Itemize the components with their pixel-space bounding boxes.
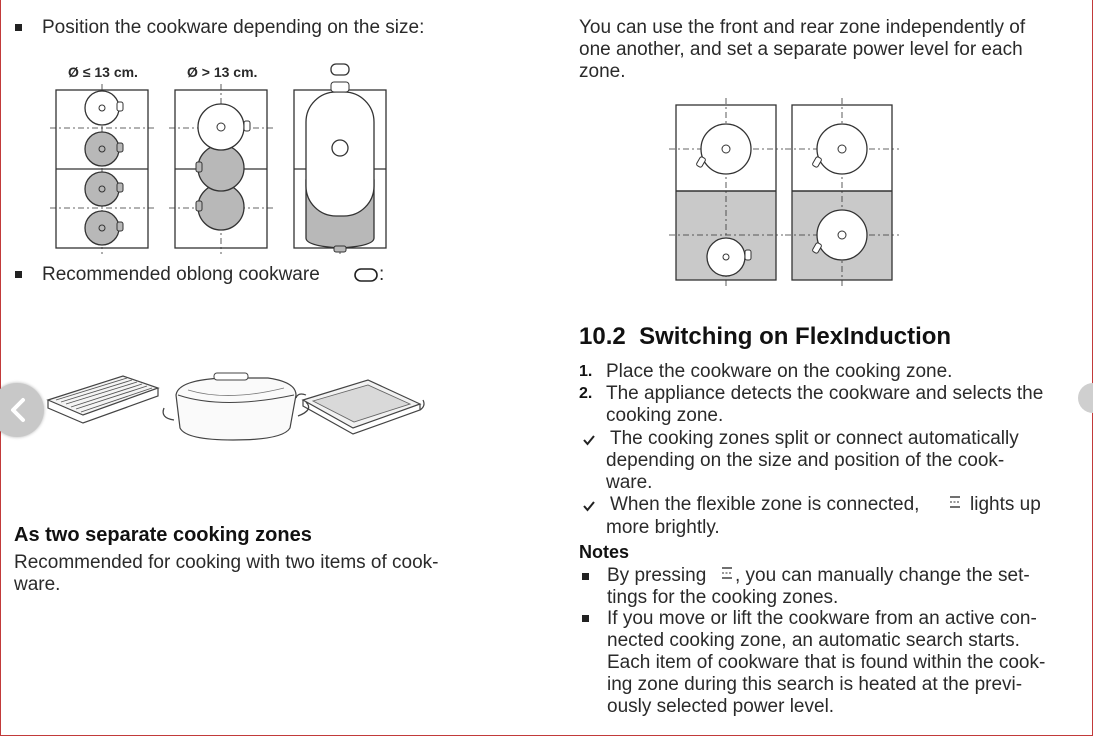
oblong-pot-icon	[353, 266, 379, 284]
oblong-cookware-illustration	[28, 360, 428, 450]
flex-zone-icon	[948, 494, 962, 512]
note-2-line-4: ing zone during this search is heated at the previ-	[607, 674, 1023, 695]
checkmark-icon	[583, 434, 595, 446]
intro-line-3: zone.	[579, 61, 626, 82]
flex-zone-icon	[720, 565, 734, 583]
label-large-diameter: Ø > 13 cm.	[187, 64, 258, 80]
cookware-size-diagram	[40, 60, 400, 260]
note-1-line-1a: By pressing	[607, 565, 707, 586]
note-1-line-1b: , you can manually change the set-	[735, 565, 1030, 586]
notes-title: Notes	[579, 542, 630, 562]
bullet-recommended-oblong: Recommended oblong cookware	[42, 264, 320, 285]
intro-line-2: one another, and set a separate power level for each	[579, 39, 1023, 60]
result-1-line-1: The cooking zones split or connect automatically	[610, 428, 1019, 449]
bullet-position-cookware: Position the cookware depending on the size:	[42, 17, 425, 38]
section-title-two-zones: As two separate cooking zones	[14, 524, 312, 546]
section-heading-text: Switching on FlexInduction	[639, 323, 952, 350]
step-number: 2.	[579, 385, 593, 402]
label-small-diameter: Ø ≤ 13 cm.	[68, 64, 138, 80]
section-heading-number: 10.2	[579, 323, 626, 350]
result-2-line-2: more brightly.	[606, 517, 720, 538]
step-1-text: Place the cookware on the cooking zone.	[606, 361, 953, 382]
result-1-line-2: depending on the size and position of the cook-	[606, 450, 1005, 471]
section-text-line-2: ware.	[14, 574, 61, 595]
result-2-line-1b: lights up	[970, 494, 1041, 515]
bullet-square	[15, 271, 22, 278]
step-2-line-1: The appliance detects the cookware and selects the	[606, 383, 1044, 404]
bullet-square	[15, 24, 22, 31]
independent-zones-diagram	[665, 95, 905, 295]
section-heading	[579, 323, 951, 351]
bullet-colon: :	[379, 264, 385, 285]
step-2-line-2: cooking zone.	[606, 405, 724, 426]
note-1-line-2: tings for the cooking zones.	[607, 587, 839, 608]
checkmark-icon	[583, 500, 595, 512]
note-2-line-2: nected cooking zone, an automatic search starts.	[607, 630, 1020, 651]
bullet-square	[582, 615, 589, 622]
note-2-line-5: ously selected power level.	[607, 696, 835, 717]
section-text-line-1: Recommended for cooking with two items of cook-	[14, 552, 439, 573]
chevron-left-icon	[6, 397, 30, 423]
result-2-line-1: When the flexible zone is connected,	[610, 494, 920, 515]
note-2-line-1: If you move or lift the cookware from an active con-	[607, 608, 1037, 629]
result-1-line-3: ware.	[606, 472, 653, 493]
step-number: 1.	[579, 363, 593, 380]
note-2-line-3: Each item of cookware that is found within the cook-	[607, 652, 1046, 673]
bullet-square	[582, 573, 589, 580]
intro-line-1: You can use the front and rear zone independently of	[579, 17, 1026, 38]
